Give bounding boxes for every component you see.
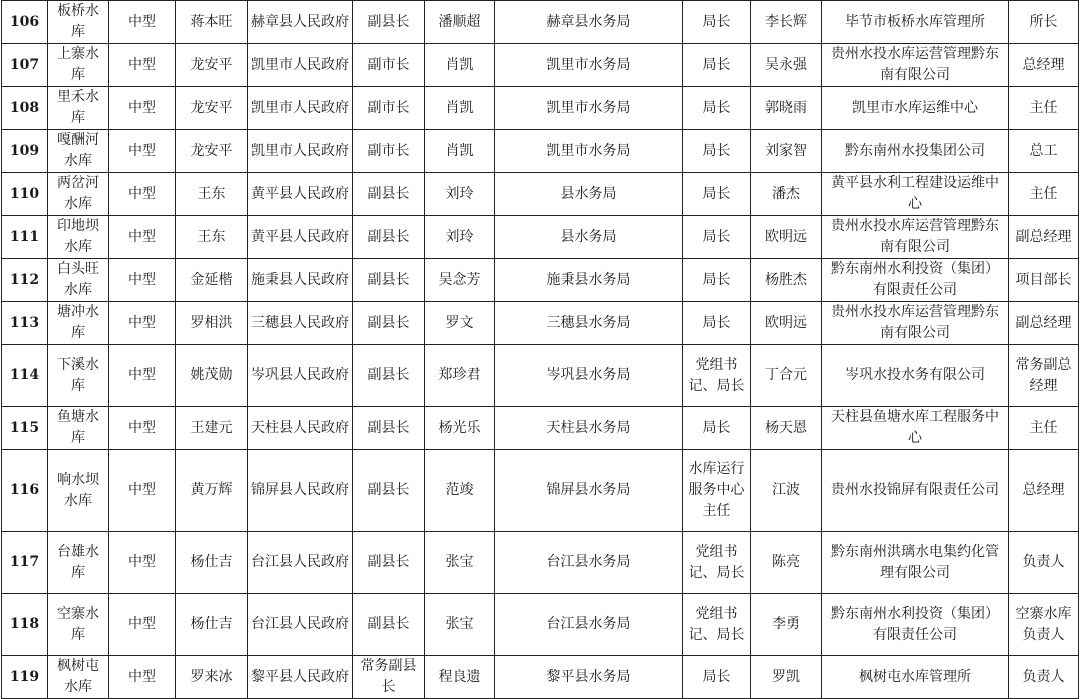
dept-unit-cell: 黎平县水务局 — [495, 656, 683, 699]
gov-title-cell: 副市长 — [353, 44, 425, 87]
dept-unit-cell: 锦屏县水务局 — [495, 450, 683, 532]
gov-unit-cell: 台江县人民政府 — [248, 532, 353, 594]
dept-title-cell: 水库运行服务中心主任 — [683, 450, 751, 532]
table-row — [2, 1, 1079, 44]
table-row — [2, 656, 1079, 699]
manager-name-cell: 罗凯 — [751, 656, 822, 699]
gov-unit-cell: 凯里市人民政府 — [248, 87, 353, 130]
manager-unit-cell: 黔东南州水利投资（集团）有限责任公司 — [822, 594, 1009, 656]
gov-responsible-name-cell: 杨仕吉 — [176, 594, 248, 656]
gov-title-cell: 副县长 — [353, 450, 425, 532]
reservoir-name-cell: 台雄水库 — [48, 532, 109, 594]
manager-unit-cell: 贵州水投水库运营管理黔东南有限公司 — [822, 44, 1009, 87]
gov-responsible-name-cell: 王东 — [176, 173, 248, 216]
dept-responsible-name-cell: 肖凯 — [425, 87, 495, 130]
manager-unit-cell: 贵州水投锦屏有限责任公司 — [822, 450, 1009, 532]
manager-title-cell: 副总经理 — [1009, 302, 1079, 345]
scale-cell: 中型 — [109, 44, 176, 87]
reservoir-name-cell: 嘎酬河水库 — [48, 130, 109, 173]
dept-title-cell: 党组书记、局长 — [683, 345, 751, 407]
table-row — [2, 44, 1079, 87]
dept-title-cell: 党组书记、局长 — [683, 532, 751, 594]
scale-cell: 中型 — [109, 302, 176, 345]
dept-title-cell: 局长 — [683, 656, 751, 699]
scale-cell: 中型 — [109, 173, 176, 216]
gov-title-cell: 副县长 — [353, 302, 425, 345]
dept-responsible-name-cell: 张宝 — [425, 532, 495, 594]
gov-unit-cell: 凯里市人民政府 — [248, 44, 353, 87]
dept-responsible-name-cell: 杨光乐 — [425, 407, 495, 450]
table-row — [2, 87, 1079, 130]
manager-name-cell: 欧明远 — [751, 216, 822, 259]
reservoir-responsibility-table — [1, 0, 1079, 699]
dept-title-cell: 局长 — [683, 130, 751, 173]
gov-responsible-name-cell: 蒋本旺 — [176, 1, 248, 44]
row-number-cell: 109 — [2, 130, 48, 173]
manager-title-cell: 主任 — [1009, 407, 1079, 450]
gov-unit-cell: 锦屏县人民政府 — [248, 450, 353, 532]
manager-title-cell: 副总经理 — [1009, 216, 1079, 259]
reservoir-name-cell: 上寨水库 — [48, 44, 109, 87]
gov-title-cell: 副县长 — [353, 1, 425, 44]
dept-unit-cell: 凯里市水务局 — [495, 87, 683, 130]
gov-unit-cell: 岑巩县人民政府 — [248, 345, 353, 407]
gov-title-cell: 副县长 — [353, 594, 425, 656]
manager-unit-cell: 黄平县水利工程建设运维中心 — [822, 173, 1009, 216]
gov-unit-cell: 凯里市人民政府 — [248, 130, 353, 173]
manager-name-cell: 李长辉 — [751, 1, 822, 44]
dept-responsible-name-cell: 范竣 — [425, 450, 495, 532]
dept-title-cell: 局长 — [683, 259, 751, 302]
dept-responsible-name-cell: 程良遗 — [425, 656, 495, 699]
table-row — [2, 130, 1079, 173]
dept-responsible-name-cell: 郑珍君 — [425, 345, 495, 407]
reservoir-name-cell: 响水坝水库 — [48, 450, 109, 532]
manager-name-cell: 潘杰 — [751, 173, 822, 216]
manager-unit-cell: 贵州水投水库运营管理黔东南有限公司 — [822, 302, 1009, 345]
row-number-cell: 115 — [2, 407, 48, 450]
gov-responsible-name-cell: 黄万辉 — [176, 450, 248, 532]
dept-title-cell: 局长 — [683, 173, 751, 216]
dept-title-cell: 党组书记、局长 — [683, 594, 751, 656]
gov-title-cell: 副县长 — [353, 259, 425, 302]
manager-title-cell: 负责人 — [1009, 532, 1079, 594]
dept-title-cell: 局长 — [683, 216, 751, 259]
manager-title-cell: 空寨水库负责人 — [1009, 594, 1079, 656]
scale-cell: 中型 — [109, 594, 176, 656]
table-row — [2, 302, 1079, 345]
scale-cell: 中型 — [109, 656, 176, 699]
manager-name-cell: 江波 — [751, 450, 822, 532]
dept-responsible-name-cell: 肖凯 — [425, 44, 495, 87]
table-row — [2, 594, 1079, 656]
gov-unit-cell: 天柱县人民政府 — [248, 407, 353, 450]
manager-unit-cell: 黔东南州水利投资（集团）有限责任公司 — [822, 259, 1009, 302]
table-body — [2, 1, 1079, 699]
gov-unit-cell: 三穗县人民政府 — [248, 302, 353, 345]
manager-title-cell: 负责人 — [1009, 656, 1079, 699]
manager-name-cell: 李勇 — [751, 594, 822, 656]
gov-responsible-name-cell: 龙安平 — [176, 130, 248, 173]
manager-title-cell: 总经理 — [1009, 450, 1079, 532]
row-number-cell: 119 — [2, 656, 48, 699]
dept-responsible-name-cell: 刘玲 — [425, 173, 495, 216]
dept-responsible-name-cell: 肖凯 — [425, 130, 495, 173]
gov-title-cell: 副市长 — [353, 130, 425, 173]
manager-unit-cell: 贵州水投水库运营管理黔东南有限公司 — [822, 216, 1009, 259]
scale-cell: 中型 — [109, 450, 176, 532]
gov-unit-cell: 施秉县人民政府 — [248, 259, 353, 302]
manager-unit-cell: 枫树屯水库管理所 — [822, 656, 1009, 699]
gov-title-cell: 副市长 — [353, 87, 425, 130]
gov-title-cell: 常务副县长 — [353, 656, 425, 699]
gov-unit-cell: 台江县人民政府 — [248, 594, 353, 656]
gov-title-cell: 副县长 — [353, 173, 425, 216]
dept-unit-cell: 县水务局 — [495, 216, 683, 259]
row-number-cell: 113 — [2, 302, 48, 345]
gov-responsible-name-cell: 王建元 — [176, 407, 248, 450]
dept-unit-cell: 台江县水务局 — [495, 532, 683, 594]
manager-name-cell: 杨胜杰 — [751, 259, 822, 302]
table-row — [2, 259, 1079, 302]
scale-cell: 中型 — [109, 259, 176, 302]
manager-unit-cell: 毕节市板桥水库管理所 — [822, 1, 1009, 44]
dept-unit-cell: 三穗县水务局 — [495, 302, 683, 345]
dept-unit-cell: 凯里市水务局 — [495, 130, 683, 173]
dept-unit-cell: 赫章县水务局 — [495, 1, 683, 44]
gov-unit-cell: 黄平县人民政府 — [248, 216, 353, 259]
table-row — [2, 345, 1079, 407]
manager-title-cell: 主任 — [1009, 173, 1079, 216]
gov-unit-cell: 黄平县人民政府 — [248, 173, 353, 216]
gov-responsible-name-cell: 姚茂勋 — [176, 345, 248, 407]
manager-unit-cell: 天柱县鱼塘水库工程服务中心 — [822, 407, 1009, 450]
dept-responsible-name-cell: 刘玲 — [425, 216, 495, 259]
gov-title-cell: 副县长 — [353, 407, 425, 450]
gov-title-cell: 副县长 — [353, 345, 425, 407]
table-row — [2, 450, 1079, 532]
row-number-cell: 107 — [2, 44, 48, 87]
reservoir-name-cell: 两岔河水库 — [48, 173, 109, 216]
dept-title-cell: 局长 — [683, 1, 751, 44]
table-row — [2, 532, 1079, 594]
reservoir-name-cell: 塘冲水库 — [48, 302, 109, 345]
table-row — [2, 173, 1079, 216]
gov-title-cell: 副县长 — [353, 532, 425, 594]
dept-responsible-name-cell: 吴念芳 — [425, 259, 495, 302]
dept-unit-cell: 岑巩县水务局 — [495, 345, 683, 407]
row-number-cell: 117 — [2, 532, 48, 594]
gov-responsible-name-cell: 金延楷 — [176, 259, 248, 302]
table-row — [2, 216, 1079, 259]
dept-unit-cell: 台江县水务局 — [495, 594, 683, 656]
manager-title-cell: 项目部长 — [1009, 259, 1079, 302]
row-number-cell: 116 — [2, 450, 48, 532]
dept-unit-cell: 凯里市水务局 — [495, 44, 683, 87]
row-number-cell: 106 — [2, 1, 48, 44]
dept-unit-cell: 县水务局 — [495, 173, 683, 216]
manager-title-cell: 常务副总经理 — [1009, 345, 1079, 407]
gov-unit-cell: 赫章县人民政府 — [248, 1, 353, 44]
scale-cell: 中型 — [109, 532, 176, 594]
gov-unit-cell: 黎平县人民政府 — [248, 656, 353, 699]
dept-responsible-name-cell: 张宝 — [425, 594, 495, 656]
row-number-cell: 118 — [2, 594, 48, 656]
dept-title-cell: 局长 — [683, 87, 751, 130]
gov-responsible-name-cell: 王东 — [176, 216, 248, 259]
reservoir-name-cell: 印地坝水库 — [48, 216, 109, 259]
manager-unit-cell: 黔东南州洪璃水电集约化管理有限公司 — [822, 532, 1009, 594]
reservoir-name-cell: 鱼塘水库 — [48, 407, 109, 450]
manager-unit-cell: 黔东南州水投集团公司 — [822, 130, 1009, 173]
gov-responsible-name-cell: 龙安平 — [176, 87, 248, 130]
scale-cell: 中型 — [109, 345, 176, 407]
row-number-cell: 108 — [2, 87, 48, 130]
reservoir-name-cell: 里禾水库 — [48, 87, 109, 130]
row-number-cell: 111 — [2, 216, 48, 259]
scale-cell: 中型 — [109, 216, 176, 259]
manager-title-cell: 总工 — [1009, 130, 1079, 173]
reservoir-name-cell: 下溪水库 — [48, 345, 109, 407]
scale-cell: 中型 — [109, 1, 176, 44]
dept-title-cell: 局长 — [683, 302, 751, 345]
scale-cell: 中型 — [109, 87, 176, 130]
reservoir-name-cell: 空寨水库 — [48, 594, 109, 656]
manager-unit-cell: 凯里市水库运维中心 — [822, 87, 1009, 130]
gov-responsible-name-cell: 罗相洪 — [176, 302, 248, 345]
scale-cell: 中型 — [109, 407, 176, 450]
row-number-cell: 112 — [2, 259, 48, 302]
manager-name-cell: 刘家智 — [751, 130, 822, 173]
dept-responsible-name-cell: 罗文 — [425, 302, 495, 345]
reservoir-name-cell: 板桥水库 — [48, 1, 109, 44]
manager-title-cell: 主任 — [1009, 87, 1079, 130]
manager-name-cell: 杨天恩 — [751, 407, 822, 450]
dept-title-cell: 局长 — [683, 44, 751, 87]
table-row — [2, 407, 1079, 450]
gov-title-cell: 副县长 — [353, 216, 425, 259]
manager-name-cell: 欧明远 — [751, 302, 822, 345]
dept-unit-cell: 施秉县水务局 — [495, 259, 683, 302]
manager-name-cell: 郭晓雨 — [751, 87, 822, 130]
reservoir-name-cell: 枫树屯水库 — [48, 656, 109, 699]
gov-responsible-name-cell: 杨仕吉 — [176, 532, 248, 594]
dept-responsible-name-cell: 潘顺超 — [425, 1, 495, 44]
manager-name-cell: 吴永强 — [751, 44, 822, 87]
scale-cell: 中型 — [109, 130, 176, 173]
row-number-cell: 110 — [2, 173, 48, 216]
reservoir-name-cell: 白头旺水库 — [48, 259, 109, 302]
row-number-cell: 114 — [2, 345, 48, 407]
manager-unit-cell: 岑巩水投水务有限公司 — [822, 345, 1009, 407]
manager-name-cell: 丁合元 — [751, 345, 822, 407]
manager-title-cell: 总经理 — [1009, 44, 1079, 87]
manager-name-cell: 陈亮 — [751, 532, 822, 594]
manager-title-cell: 所长 — [1009, 1, 1079, 44]
dept-unit-cell: 天柱县水务局 — [495, 407, 683, 450]
gov-responsible-name-cell: 罗来冰 — [176, 656, 248, 699]
dept-title-cell: 局长 — [683, 407, 751, 450]
gov-responsible-name-cell: 龙安平 — [176, 44, 248, 87]
